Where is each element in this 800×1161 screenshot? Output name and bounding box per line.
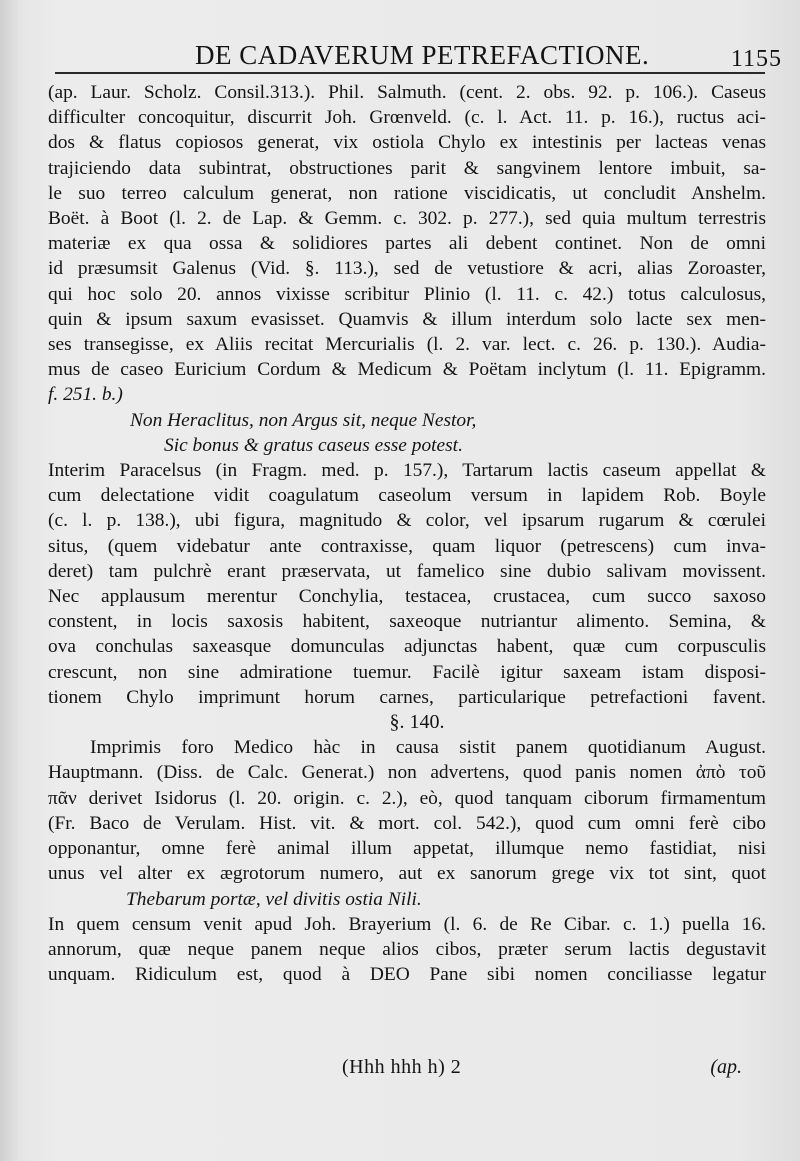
text-line: constent, in locis saxosis habitent, saxeoque nutriantur alimento. Semina, & xyxy=(48,611,766,633)
text-line: (ap. Laur. Scholz. Consil.313.). Phil. Salmuth. (cent. 2. obs. 92. p. 106.). Caseus xyxy=(48,82,766,103)
text-line: Interim Paracelsus (in Fragm. med. p. 157.), Tartarum lactis caseum appellat & xyxy=(48,460,766,482)
text-line: Imprimis foro Medico hàc in causa sistit panem quotidianum August. xyxy=(90,737,766,759)
text-line: (Fr. Baco de Verulam. Hist. vit. & mort. col. 542.), quod cum omni ferè cibo xyxy=(48,812,766,834)
text-line: tionem Chylo imprimunt horum carnes, particularique petrefactioni favent. xyxy=(48,686,766,708)
text-line: difficulter concoquitur, discurrit Joh. Grœnveld. (c. l. Act. 11. p. 16.), ructus aci- xyxy=(48,107,766,129)
text-line: πᾶν derivet Isidorus (l. 20. origin. c. 2.), eò, quod tanquam ciborum firmamentum xyxy=(48,787,766,809)
text-line: dos & flatus copiosos generat, vix ostiola Chylo ex intestinis per lacteas venas xyxy=(48,132,766,154)
page-footer xyxy=(0,1050,800,1090)
text-line: id præsumsit Galenus (Vid. §. 113.), sed de vetustiore & acri, alias Zoroaster, xyxy=(48,258,766,280)
text-line: f. 251. b.) xyxy=(48,384,123,406)
text-line: le suo terreo calculum generat, non ratione viscidicatis, ut concludit Anshelm. xyxy=(48,182,766,204)
text-line: ova conchulas saxeasque domunculas adjunctas habent, quæ cum corpusculis xyxy=(48,636,766,658)
text-line: Nec applausum merentur Conchylia, testacea, crustacea, cum succo saxoso xyxy=(48,586,766,608)
text-line: opponantur, omne ferè animal illum appetat, illumque nemo fastidiat, nisi xyxy=(48,838,766,860)
catchword: (ap. xyxy=(710,1056,742,1078)
verse-line: Sic bonus & gratus caseus esse potest. xyxy=(164,434,463,456)
text-line: trajiciendo data subintrat, obstructiones parit & sangvinem lentore imbuit, sa- xyxy=(48,157,766,179)
text-line: deret) tam pulchrè erant præservata, ut famelico sine dubio salivam movissent. xyxy=(48,560,766,582)
text-line: mus de caseo Euricium Cordum & Medicum & Poëtam inclytum (l. 11. Epigramm. xyxy=(48,359,766,381)
running-title: DE CADAVERUM PETREFACTIONE. xyxy=(195,40,650,70)
text-line: unus vel alter ex ægrotorum numero, aut ex sanorum grege vix tot sint, quot xyxy=(48,863,766,885)
text-line: unquam. Ridiculum est, quod à DEO Pane sibi nomen conciliasse legatur xyxy=(48,964,766,986)
verse-line: Non Heraclitus, non Argus sit, neque Nestor, xyxy=(130,409,477,431)
signature-mark: (Hhh hhh h) 2 xyxy=(342,1056,462,1078)
text-line: (c. l. p. 138.), ubi figura, magnitudo & color, vel ipsarum rugarum & cœrulei xyxy=(48,510,766,532)
body-text xyxy=(48,80,766,987)
text-line: cum delectatione vidit coagulatum caseolum versum in lapidem Rob. Boyle xyxy=(48,485,766,507)
text-line: ses transegisse, ex Aliis recitat Mercurialis (l. 2. var. lect. c. 26. p. 130.). Audia- xyxy=(48,334,766,356)
text-line: quin & ipsum saxum evasisset. Quamvis & illum interdum solo lacte sex men- xyxy=(48,308,766,330)
text-line: crescunt, non sine admiratione tuemur. Facilè igitur saxeam istam disposi- xyxy=(48,661,766,683)
page-number: 1155 xyxy=(730,46,782,72)
text-line: materiæ ex qua ossa & solidiores partes ali debent continet. Non de omni xyxy=(48,233,766,255)
text-line: annorum, quæ neque panem neque alios cibos, præter serum lactis degustavit xyxy=(48,938,766,960)
header-rule xyxy=(55,72,765,74)
text-line: situs, (quem videbatur ante contraxisse, quam liquor (petrescens) cum inva- xyxy=(48,535,766,557)
text-line: qui hoc solo 20. annos vixisse scribitur Plinio (l. 11. c. 42.) totus calculosus, xyxy=(48,283,766,305)
verse-line: Thebarum portæ, vel divitis ostia Nili. xyxy=(126,888,422,910)
text-line: In quem censum venit apud Joh. Brayerium (l. 6. de Re Cibar. c. 1.) puella 16. xyxy=(48,913,766,935)
section-number: §. 140. xyxy=(389,711,445,734)
text-line: Boët. à Boot (l. 2. de Lap. & Gemm. c. 302. p. 277.), sed quia multum terrestris xyxy=(48,208,766,230)
running-header xyxy=(0,28,800,72)
text-line: Hauptmann. (Diss. de Calc. Generat.) non advertens, quod panis nomen ἀπὸ τοῦ xyxy=(48,762,766,784)
